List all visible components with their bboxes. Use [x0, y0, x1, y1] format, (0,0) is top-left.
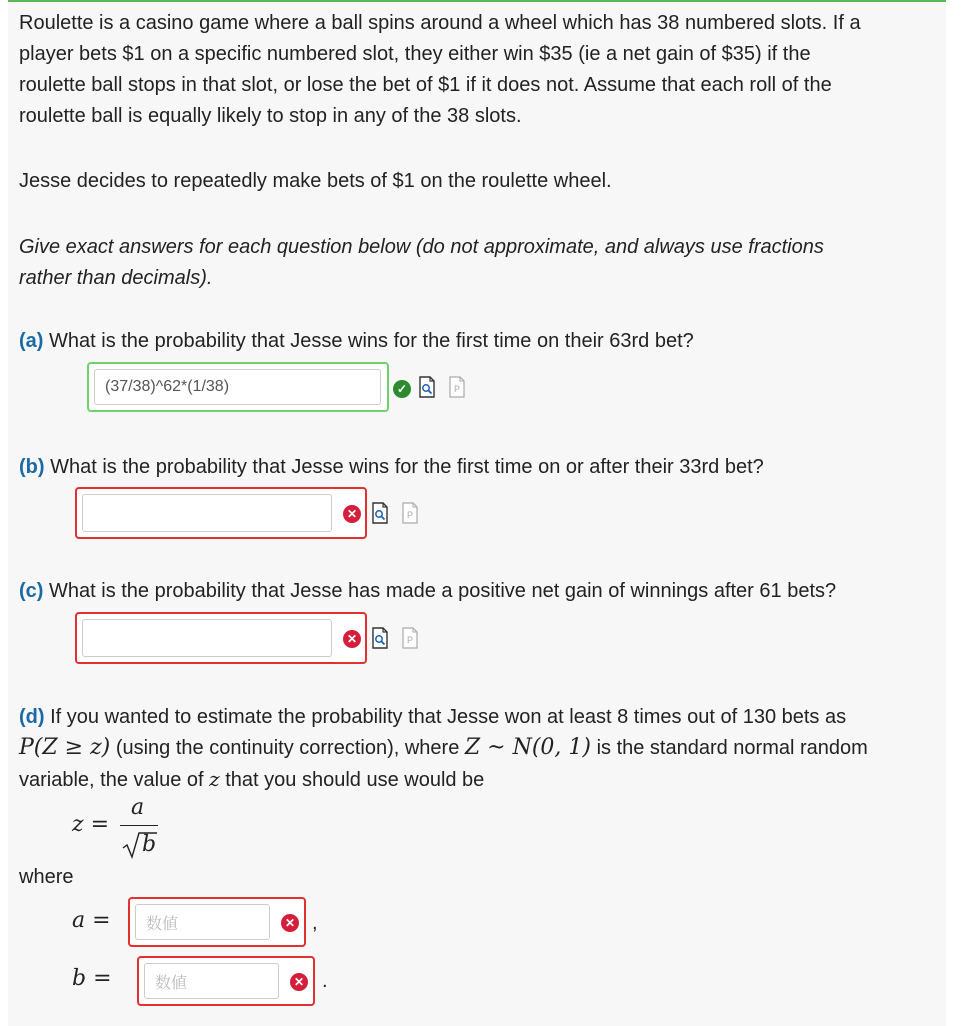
preview-document-icon[interactable]: [418, 376, 436, 398]
answer-b-input[interactable]: [82, 494, 332, 532]
help-document-icon[interactable]: [401, 502, 419, 524]
formula-denominator: b: [142, 832, 157, 857]
intro-line: player bets $1 on a specific numbered slot, they either win $35 (ie a net gain of $35) if the: [19, 43, 811, 65]
math-expression: Z ~ N(0, 1): [464, 735, 591, 760]
question-b: [19, 452, 764, 483]
question-text: that you should use would be: [225, 769, 485, 791]
part-label: (d): [19, 706, 45, 728]
question-text: What is the probability that Jesse has made a positive net gain of winnings after 61 bets?: [43, 580, 837, 602]
question-text: variable, the value of: [19, 769, 204, 791]
question-c: [19, 576, 836, 607]
svg-text:P: P: [453, 384, 461, 394]
intro-line: roulette ball is equally likely to stop in any of the 38 slots.: [19, 105, 522, 127]
formula-numerator: a: [131, 795, 145, 820]
answer-a-input[interactable]: (37/38)^62*(1/38): [94, 369, 381, 405]
instructions: [19, 232, 824, 294]
preview-document-icon[interactable]: [371, 627, 389, 649]
where-label: where: [19, 866, 74, 888]
question-text: (using the continuity correction), where: [115, 737, 460, 759]
param-a-input[interactable]: 数値: [135, 904, 270, 940]
help-document-icon[interactable]: [401, 627, 419, 649]
answer-c-box: [75, 612, 367, 664]
question-d-line3: [19, 764, 484, 796]
question-text: What is the probability that Jesse wins for the first time on or after their 33rd bet?: [44, 456, 764, 478]
svg-text:P: P: [406, 510, 414, 520]
x-circle-icon: ✕: [343, 630, 361, 648]
x-circle-icon: ✕: [281, 914, 299, 932]
param-a-label: a =: [72, 908, 111, 933]
param-b-input[interactable]: 数値: [144, 963, 279, 999]
question-text: is the standard normal random: [596, 737, 868, 759]
part-label: (b): [19, 456, 45, 478]
param-a-comma: ,: [312, 912, 318, 934]
jesse-statement: Jesse decides to repeatedly make bets of $1 on the roulette wheel.: [19, 170, 612, 192]
help-document-icon[interactable]: [448, 376, 466, 398]
question-a: [19, 326, 694, 357]
math-expression: P(Z ≥ z): [19, 735, 111, 760]
formula-lhs: z =: [72, 812, 110, 837]
answer-a-box: [87, 362, 389, 412]
answer-c-input[interactable]: [82, 619, 332, 657]
question-text: What is the probability that Jesse wins for the first time on their 63rd bet?: [43, 330, 694, 352]
intro-line: Roulette is a casino game where a ball spins around a wheel which has 38 numbered slots. If a: [19, 12, 861, 34]
question-d-line1: [19, 702, 846, 733]
preview-document-icon[interactable]: [371, 502, 389, 524]
param-b-box: [137, 956, 315, 1006]
part-label: (a): [19, 330, 44, 352]
instruction-line: Give exact answers for each question below (do not approximate, and always use fractions: [19, 236, 824, 258]
x-circle-icon: ✕: [290, 973, 308, 991]
part-label: (c): [19, 580, 44, 602]
question-text: If you wanted to estimate the probability that Jesse won at least 8 times out of 130 bets as: [44, 706, 847, 728]
param-b-label: b =: [72, 966, 112, 991]
param-b-period: .: [322, 970, 328, 992]
math-variable: z: [209, 767, 220, 791]
check-circle-icon: ✓: [393, 380, 411, 398]
answer-b-box: [75, 487, 367, 539]
param-a-box: [128, 897, 306, 947]
svg-text:P: P: [406, 635, 414, 645]
question-d-line2: [19, 732, 868, 764]
intro-line: roulette ball stops in that slot, or lose the bet of $1 if it does not. Assume that each roll of the: [19, 74, 832, 96]
intro-paragraph: [19, 8, 861, 132]
instruction-line: rather than decimals).: [19, 267, 213, 289]
fraction-bar: [120, 825, 158, 826]
x-circle-icon: ✕: [343, 505, 361, 523]
